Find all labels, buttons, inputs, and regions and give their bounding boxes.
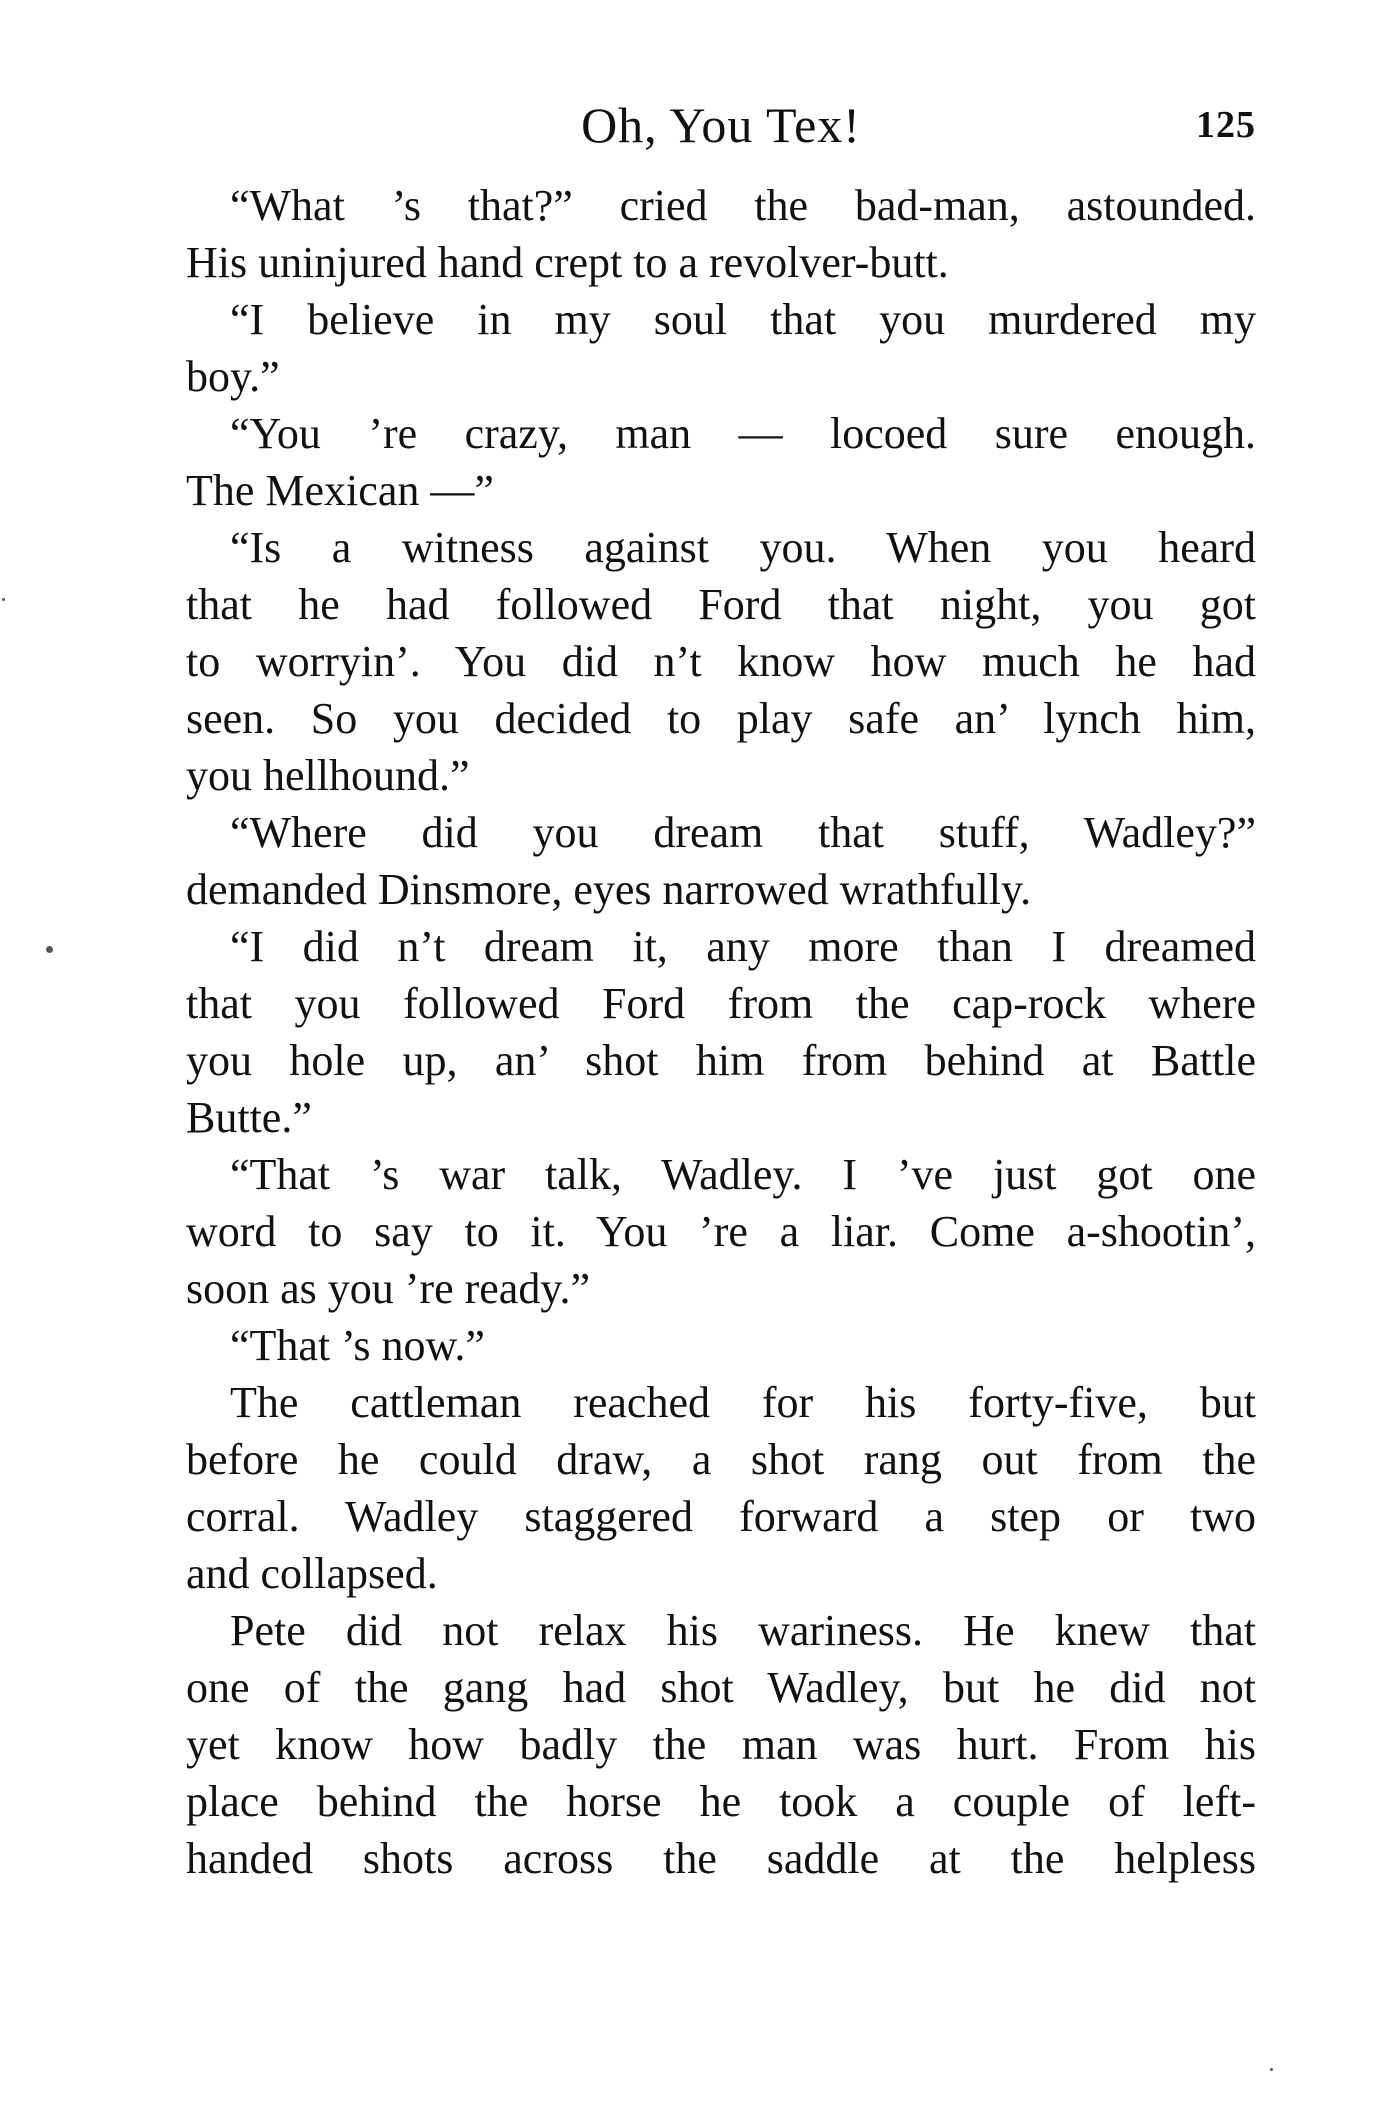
text-line: “I did n’t dream it, any more than I dreamed xyxy=(230,922,1256,971)
text-line: place behind the horse he took a couple of left- xyxy=(186,1777,1256,1826)
text-line: that he had followed Ford that night, you got xyxy=(186,580,1256,629)
page-number: 125 xyxy=(1196,104,1256,146)
text-line: Pete did not relax his wariness. He knew that xyxy=(230,1606,1256,1655)
text-line: Butte.” xyxy=(186,1093,312,1142)
print-speck xyxy=(46,946,53,953)
text-line: “I believe in my soul that you murdered my xyxy=(230,295,1256,344)
text-line: you hellhound.” xyxy=(186,751,470,800)
text-line: yet know how badly the man was hurt. From his xyxy=(186,1720,1256,1769)
text-line: His uninjured hand crept to a revolver-butt. xyxy=(186,238,949,287)
body-text xyxy=(186,177,1256,1887)
text-line: and collapsed. xyxy=(186,1549,438,1598)
text-line: that you followed Ford from the cap-rock where xyxy=(186,979,1256,1028)
text-line: “Is a witness against you. When you heard xyxy=(230,523,1256,572)
text-line: boy.” xyxy=(186,352,280,401)
text-line: “Where did you dream that stuff, Wadley?” xyxy=(230,808,1256,857)
text-line: to worryin’. You did n’t know how much he had xyxy=(186,637,1256,686)
text-line: corral. Wadley staggered forward a step or two xyxy=(186,1492,1256,1541)
text-line: word to say to it. You ’re a liar. Come a-shootin’, xyxy=(186,1207,1256,1256)
print-speck xyxy=(2,598,5,601)
text-line: The Mexican —” xyxy=(186,466,494,515)
running-head xyxy=(186,92,1256,158)
text-line: demanded Dinsmore, eyes narrowed wrathfully. xyxy=(186,865,1032,914)
text-line: “You ’re crazy, man — locoed sure enough. xyxy=(230,409,1256,458)
book-title: Oh, You Tex! xyxy=(581,97,861,153)
print-speck xyxy=(1270,2068,1273,2071)
text-line: one of the gang had shot Wadley, but he did not xyxy=(186,1663,1256,1712)
text-line: soon as you ’re ready.” xyxy=(186,1264,590,1313)
text-line: handed shots across the saddle at the helpless xyxy=(186,1834,1256,1883)
text-line: before he could draw, a shot rang out from the xyxy=(186,1435,1256,1484)
text-line: you hole up, an’ shot him from behind at Battle xyxy=(186,1036,1256,1085)
text-line: The cattleman reached for his forty-five, but xyxy=(230,1378,1256,1427)
text-line: “That ’s war talk, Wadley. I ’ve just got one xyxy=(230,1150,1256,1199)
text-line: “That ’s now.” xyxy=(230,1321,485,1370)
text-line: seen. So you decided to play safe an’ lynch him, xyxy=(186,694,1256,743)
text-line: “What ’s that?” cried the bad-man, astounded. xyxy=(230,181,1256,230)
